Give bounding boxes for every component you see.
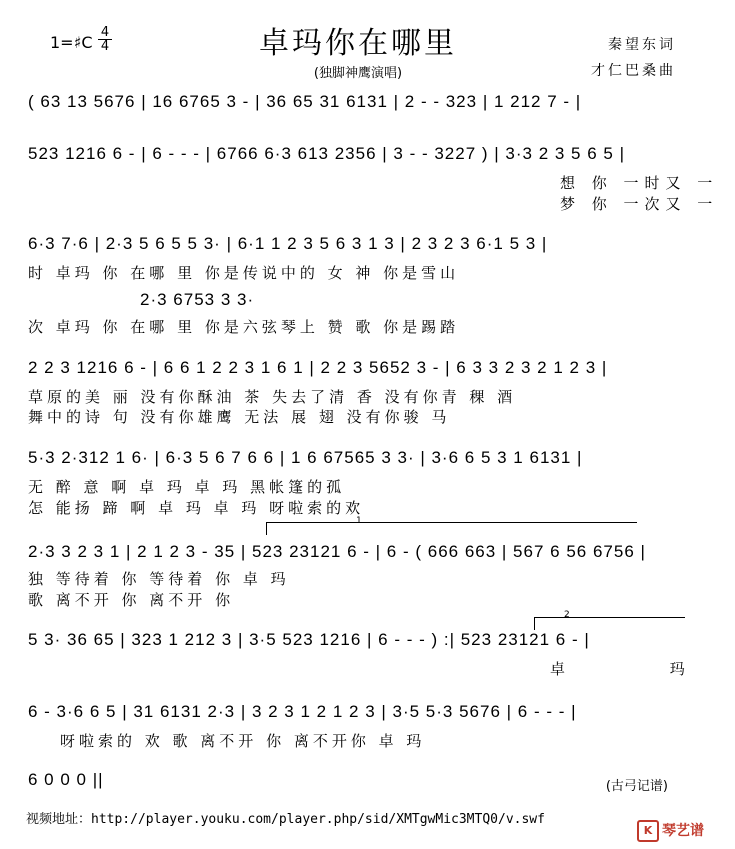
score-line: 523 1216 6 - | 6 - - - | 6766 6·3 613 2356 | 3 - - 3227 ) | 3·3 2 3 5 6 5 | [28, 144, 626, 163]
score-line: 5 3· 36 65 | 323 1 212 3 | 3·5 523 1216 | 6 - - - ) :| 523 23121 6 - | [28, 630, 590, 649]
lyric-line: 卓 玛 [550, 660, 735, 678]
score-line: ( 63 13 5676 | 16 6765 3 - | 36 65 31 6131 | 2 - - 323 | 1 212 7 - | [28, 92, 582, 111]
lyric-line: 无 醉 意 啊 卓 玛 卓 玛 黑帐篷的孤 [28, 478, 346, 496]
lyric-line: 次 卓玛 你 在哪 里 你是六弦琴上 赞 歌 你是踢踏 [28, 318, 460, 336]
score-line: 2 2 3 1216 6 - | 6 6 1 2 2 3 1 6 1 | 2 2 3 5652 3 - | 6 3 3 2 3 2 1 2 3 | [28, 358, 608, 377]
time-signature-top: 4 [100, 25, 110, 40]
logo-text: 琴艺谱 [662, 823, 704, 839]
score-line: 2·3 6753 3 3· [140, 290, 255, 309]
page-title: 卓玛你在哪里 [259, 26, 457, 61]
score-line: 6 0 0 0 || [28, 770, 104, 789]
video-link[interactable]: 视频地址：http://player.youku.com/player.php/sid/XMTgwMic3MTQ0/v.swf [26, 812, 545, 827]
lyric-line: 梦 你 一次又 一 [560, 195, 719, 213]
volta-bracket [266, 522, 637, 535]
volta-bracket [534, 617, 685, 630]
lyric-line: 独 等待着 你 等待着 你 卓 玛 [28, 570, 290, 588]
site-logo [637, 820, 704, 842]
transcriber-note: (古弓记谱) [605, 779, 668, 794]
time-signature-bottom: 4 [98, 39, 112, 53]
lyric-line: 怎 能扬 蹄 啊 卓 玛 卓 玛 呀啦索的欢 [28, 499, 365, 517]
volta-number: 1 [356, 516, 362, 526]
lyric-line: 歌 离不开 你 离不开 你 [28, 591, 235, 609]
lyric-line: 呀啦索的 欢 歌 离不开 你 离不开你 卓 玛 [60, 732, 426, 750]
score-line: 2·3 3 2 3 1 | 2 1 2 3 - 35 | 523 23121 6 - | 6 - ( 666 663 | 567 6 56 6756 | [28, 542, 646, 561]
lyric-line: 草原的美 丽 没有你酥油 茶 失去了清 香 没有你青 稞 酒 [28, 388, 517, 406]
score-line: 6·3 7·6 | 2·3 5 6 5 5 3· | 6·1 1 2 3 5 6 3 1 3 | 2 3 2 3 6·1 5 3 | [28, 234, 548, 253]
lyric-line: 想 你 一时又 一 [560, 174, 719, 192]
lyricist-credit: 秦望东词 [608, 37, 676, 53]
performer-note: (独脚神鹰演唱) [313, 66, 403, 81]
logo-icon: K [637, 820, 659, 842]
lyric-line: 舞中的诗 句 没有你雄鹰 无法 展 翅 没有你骏 马 [28, 408, 451, 426]
volta-number: 2 [564, 610, 570, 620]
composer-credit: 才仁巴桑曲 [591, 63, 676, 79]
lyric-line: 时 卓玛 你 在哪 里 你是传说中的 女 神 你是雪山 [28, 264, 460, 282]
score-line: 6 - 3·6 6 5 | 31 6131 2·3 | 3 2 3 1 2 1 2 3 | 3·5 5·3 5676 | 6 - - - | [28, 702, 577, 721]
key-signature: 1=♯C [50, 33, 93, 52]
score-line: 5·3 2·312 1 6· | 6·3 5 6 7 6 6 | 1 6 67565 3 3· | 3·6 6 5 3 1 6131 | [28, 448, 583, 467]
